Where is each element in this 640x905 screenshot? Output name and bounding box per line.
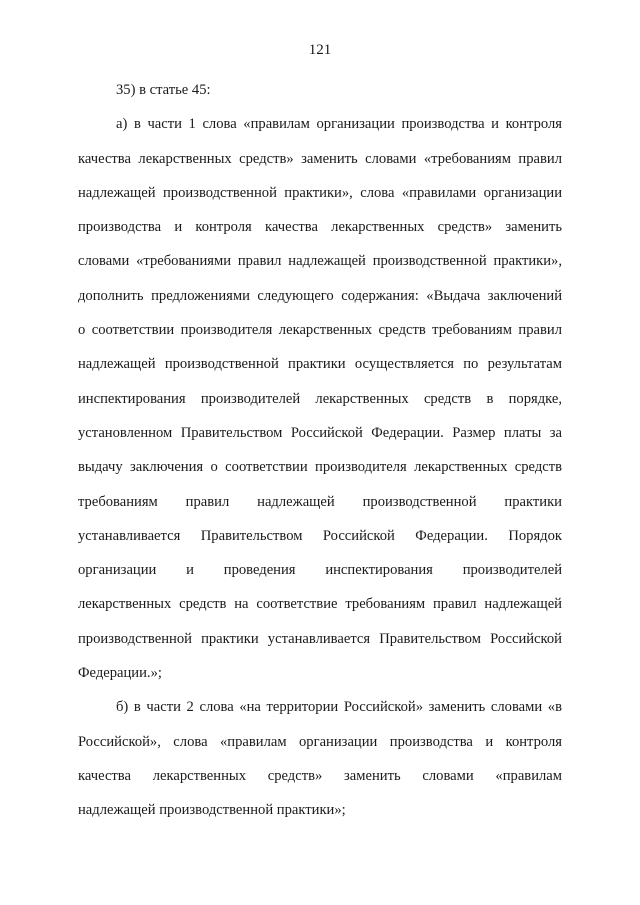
paragraph-b xyxy=(78,690,562,827)
paragraph-line: словами «требованиями правил надлежащей производственной практики», xyxy=(78,253,562,270)
paragraph-line: инспектирования производителей лекарственных средств в порядке, xyxy=(78,390,562,407)
paragraph-line: установленном Правительством Российской Федерации. Размер платы за xyxy=(78,424,562,441)
paragraph-line: организации и проведения инспектирования производителей xyxy=(78,562,562,579)
paragraph-line: требованиям правил надлежащей производственной практики xyxy=(78,493,562,510)
paragraph-line: дополнить предложениями следующего содержания: «Выдача заключений xyxy=(78,287,562,304)
paragraph-line: а) в части 1 слова «правилам организации производства и контроля xyxy=(116,116,562,133)
paragraph-line: о соответствии производителя лекарственных средств требованиям правил xyxy=(78,322,562,339)
paragraph-line: устанавливается Правительством Российской Федерации. Порядок xyxy=(78,527,562,544)
paragraph-line: надлежащей производственной практики»; xyxy=(78,802,346,819)
paragraph-line: качества лекарственных средств» заменить словами «правилам xyxy=(78,767,562,784)
paragraph-a xyxy=(78,107,562,690)
paragraph-line: надлежащей производственной практики осуществляется по результатам xyxy=(78,356,562,373)
paragraph-line: производственной практики устанавливается Правительством Российской xyxy=(78,630,562,647)
paragraph-line: качества лекарственных средств» заменить словами «требованиям правил xyxy=(78,150,562,167)
paragraph-line: Федерации.»; xyxy=(78,665,162,682)
document-body xyxy=(78,73,562,828)
paragraph-line: Российской», слова «правилам организации производства и контроля xyxy=(78,733,562,750)
paragraph-line: выдачу заключения о соответствии производителя лекарственных средств xyxy=(78,459,562,476)
heading-item: 35) в статье 45: xyxy=(116,82,211,98)
page-number: 121 xyxy=(308,42,332,58)
paragraph-line: б) в части 2 слова «на территории Российской» заменить словами «в xyxy=(116,699,562,716)
paragraph-line: надлежащей производственной практики», слова «правилами организации xyxy=(78,184,562,201)
paragraph-line: производства и контроля качества лекарственных средств» заменить xyxy=(78,219,562,236)
paragraph-line: лекарственных средств на соответствие требованиям правил надлежащей xyxy=(78,596,562,613)
